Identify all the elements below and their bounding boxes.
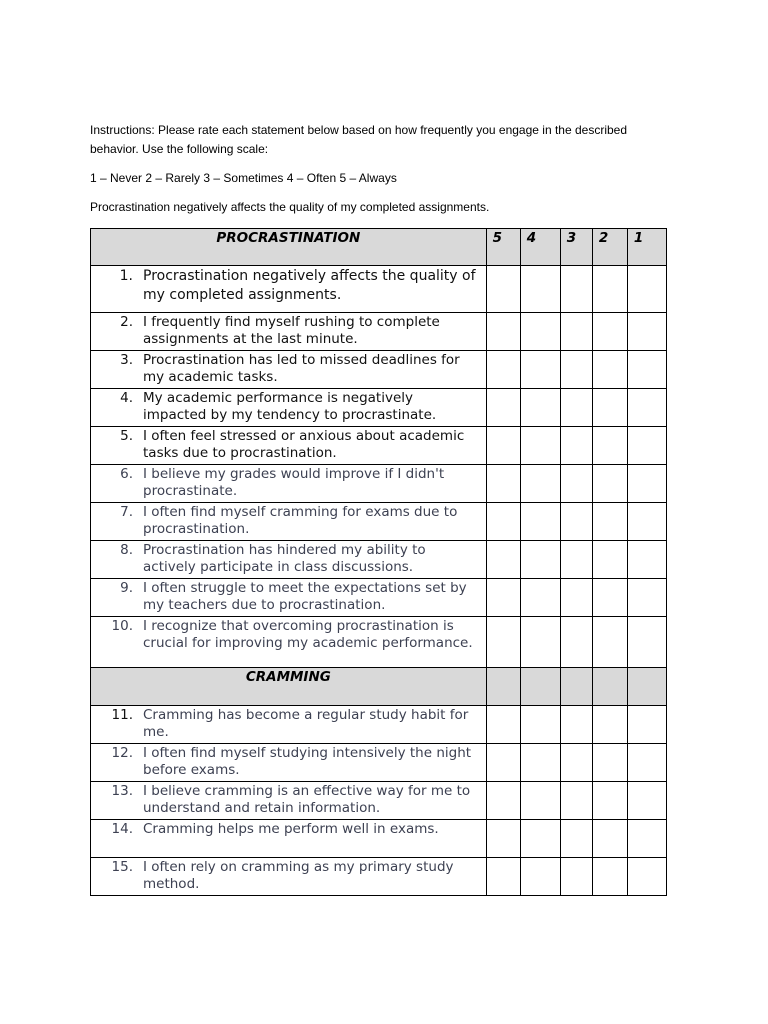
statement-text: Procrastination has led to missed deadlines for my academic tasks. [143, 352, 460, 385]
rating-cell-4[interactable] [520, 503, 560, 541]
table-row [91, 541, 667, 579]
section-header-cramming [91, 668, 667, 706]
rating-cell-3[interactable] [560, 782, 592, 820]
section-header-procrastination [91, 229, 667, 266]
rating-cell-1[interactable] [627, 782, 666, 820]
instructions-text: Instructions: Please rate each statement below based on how frequently you engage in the described behavior. Use the following scale: [90, 123, 628, 156]
rating-cell-3[interactable] [560, 744, 592, 782]
item-number: 7. [120, 504, 133, 520]
statement-text: Cramming has become a regular study habit for me. [143, 707, 469, 740]
statement-cell [91, 465, 487, 503]
rating-cell-5[interactable] [486, 266, 520, 313]
rating-cell-4[interactable] [520, 427, 560, 465]
rating-cell-2[interactable] [592, 389, 627, 427]
rating-cell-4[interactable] [520, 313, 560, 351]
rating-cell-4[interactable] [520, 744, 560, 782]
rating-cell-1[interactable] [627, 427, 666, 465]
rating-scale-text: 1 – Never 2 – Rarely 3 – Sometimes 4 – Often 5 – Always [90, 171, 397, 185]
rating-cell-2[interactable] [592, 579, 627, 617]
rating-cell-3[interactable] [560, 541, 592, 579]
table-row [91, 389, 667, 427]
rating-cell-5[interactable] [486, 744, 520, 782]
statement-cell [91, 266, 487, 313]
item-number: 2. [120, 314, 133, 330]
rating-cell-3[interactable] [560, 351, 592, 389]
rating-cell-2[interactable] [592, 427, 627, 465]
rating-cell-2[interactable] [592, 541, 627, 579]
statement-cell [91, 706, 487, 744]
rating-cell-1[interactable] [627, 503, 666, 541]
column-header-2: 2 [592, 229, 627, 266]
rating-cell-3[interactable] [560, 820, 592, 858]
item-number: 12. [111, 745, 133, 761]
rating-cell-4[interactable] [520, 706, 560, 744]
rating-cell-2[interactable] [592, 313, 627, 351]
rating-cell-4[interactable] [520, 465, 560, 503]
rating-cell-5[interactable] [486, 820, 520, 858]
rating-cell-5[interactable] [486, 541, 520, 579]
item-number: 10. [111, 618, 133, 634]
table-row [91, 266, 667, 313]
rating-cell-4[interactable] [520, 541, 560, 579]
item-number: 5. [120, 428, 133, 444]
statement-cell [91, 313, 487, 351]
statement-cell [91, 858, 487, 896]
header-cell [627, 668, 666, 706]
statement-text: I often find myself cramming for exams due to procrastination. [143, 504, 458, 537]
table-row [91, 706, 667, 744]
rating-cell-1[interactable] [627, 313, 666, 351]
rating-cell-5[interactable] [486, 782, 520, 820]
rating-cell-4[interactable] [520, 617, 560, 668]
statement-text: Cramming helps me perform well in exams. [143, 821, 439, 837]
statement-cell [91, 427, 487, 465]
statement-cell [91, 820, 487, 858]
rating-cell-1[interactable] [627, 858, 666, 896]
example-statement-text: Procrastination negatively affects the quality of my completed assignments. [90, 200, 490, 214]
rating-cell-4[interactable] [520, 782, 560, 820]
table-row [91, 820, 667, 858]
rating-cell-2[interactable] [592, 465, 627, 503]
item-number: 15. [111, 859, 133, 875]
rating-cell-5[interactable] [486, 858, 520, 896]
rating-cell-2[interactable] [592, 782, 627, 820]
rating-cell-3[interactable] [560, 427, 592, 465]
rating-cell-4[interactable] [520, 820, 560, 858]
survey-table [90, 228, 667, 896]
statement-text: I recognize that overcoming procrastination is crucial for improving my academic performance. [143, 618, 473, 651]
statement-cell [91, 782, 487, 820]
rating-cell-2[interactable] [592, 266, 627, 313]
table-row [91, 427, 667, 465]
rating-cell-1[interactable] [627, 465, 666, 503]
rating-cell-5[interactable] [486, 617, 520, 668]
table-row [91, 465, 667, 503]
table-row [91, 617, 667, 668]
table-row [91, 313, 667, 351]
rating-cell-5[interactable] [486, 313, 520, 351]
rating-cell-2[interactable] [592, 706, 627, 744]
rating-cell-1[interactable] [627, 541, 666, 579]
rating-cell-3[interactable] [560, 313, 592, 351]
rating-cell-5[interactable] [486, 465, 520, 503]
rating-cell-1[interactable] [627, 617, 666, 668]
table-row [91, 744, 667, 782]
statement-cell [91, 744, 487, 782]
rating-cell-4[interactable] [520, 389, 560, 427]
statement-text: My academic performance is negatively impacted by my tendency to procrastinate. [143, 390, 437, 423]
statement-text: I often rely on cramming as my primary study method. [143, 859, 454, 892]
table-row [91, 858, 667, 896]
rating-cell-4[interactable] [520, 579, 560, 617]
statement-text: I believe my grades would improve if I didn't procrastinate. [143, 466, 445, 499]
rating-cell-1[interactable] [627, 389, 666, 427]
table-row [91, 579, 667, 617]
item-number: 4. [120, 390, 133, 406]
statement-text: Procrastination negatively affects the quality of my completed assignments. [143, 268, 476, 303]
statement-text: I often feel stressed or anxious about academic tasks due to procrastination. [143, 428, 465, 461]
rating-cell-3[interactable] [560, 266, 592, 313]
item-number: 13. [111, 783, 133, 799]
statement-cell [91, 579, 487, 617]
column-header-5: 5 [486, 229, 520, 266]
item-number: 11. [111, 707, 133, 723]
statement-cell [91, 617, 487, 668]
rating-cell-3[interactable] [560, 706, 592, 744]
rating-cell-2[interactable] [592, 351, 627, 389]
statement-cell [91, 503, 487, 541]
column-header-4: 4 [520, 229, 560, 266]
statement-text: I often find myself studying intensively the night before exams. [143, 745, 472, 778]
rating-cell-2[interactable] [592, 503, 627, 541]
statement-text: I frequently find myself rushing to complete assignments at the last minute. [143, 314, 440, 347]
item-number: 1. [119, 268, 133, 284]
column-header-3: 3 [560, 229, 592, 266]
rating-cell-1[interactable] [627, 744, 666, 782]
rating-cell-1[interactable] [627, 266, 666, 313]
rating-cell-5[interactable] [486, 579, 520, 617]
rating-cell-2[interactable] [592, 820, 627, 858]
statement-text: Procrastination has hindered my ability to actively participate in class discussions. [143, 542, 426, 575]
rating-cell-3[interactable] [560, 617, 592, 668]
header-cell [486, 668, 520, 706]
rating-cell-3[interactable] [560, 503, 592, 541]
table-row [91, 503, 667, 541]
statement-cell [91, 351, 487, 389]
rating-cell-1[interactable] [627, 351, 666, 389]
section-title: PROCRASTINATION [91, 229, 487, 266]
section-title: CRAMMING [91, 668, 487, 706]
table-row [91, 782, 667, 820]
statement-cell [91, 389, 487, 427]
rating-cell-5[interactable] [486, 351, 520, 389]
rating-cell-3[interactable] [560, 465, 592, 503]
item-number: 8. [120, 542, 133, 558]
rating-cell-1[interactable] [627, 820, 666, 858]
rating-cell-3[interactable] [560, 579, 592, 617]
header-cell [520, 668, 560, 706]
rating-cell-4[interactable] [520, 351, 560, 389]
rating-cell-3[interactable] [560, 858, 592, 896]
rating-cell-1[interactable] [627, 579, 666, 617]
rating-cell-5[interactable] [486, 503, 520, 541]
rating-cell-4[interactable] [520, 858, 560, 896]
statement-text: I often struggle to meet the expectations set by my teachers due to procrastination. [143, 580, 467, 613]
column-header-1: 1 [627, 229, 666, 266]
header-cell [560, 668, 592, 706]
rating-cell-1[interactable] [627, 706, 666, 744]
header-cell [592, 668, 627, 706]
rating-cell-2[interactable] [592, 744, 627, 782]
statement-cell [91, 541, 487, 579]
rating-cell-3[interactable] [560, 389, 592, 427]
table-row [91, 351, 667, 389]
rating-cell-2[interactable] [592, 617, 627, 668]
rating-cell-5[interactable] [486, 389, 520, 427]
rating-cell-2[interactable] [592, 858, 627, 896]
item-number: 14. [111, 821, 133, 837]
rating-cell-5[interactable] [486, 706, 520, 744]
rating-cell-5[interactable] [486, 427, 520, 465]
item-number: 6. [120, 466, 133, 482]
item-number: 9. [120, 580, 133, 596]
statement-text: I believe cramming is an effective way for me to understand and retain information. [143, 783, 471, 816]
item-number: 3. [120, 352, 133, 368]
rating-cell-4[interactable] [520, 266, 560, 313]
